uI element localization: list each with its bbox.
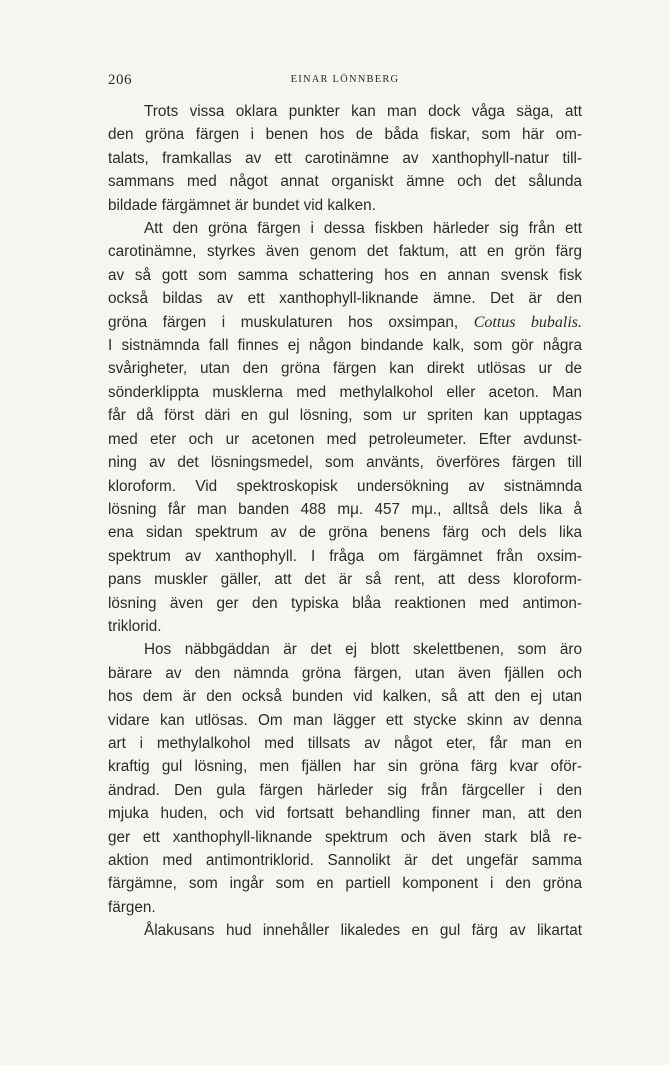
text-line: sammans med något annat organiskt ämne och det sålunda <box>108 173 582 191</box>
paragraph <box>108 100 582 217</box>
text-line: Att den gröna färgen i dessa fiskben härleder sig från ett <box>144 220 582 238</box>
text-line: färgämne, som ingår som en partiell komponent i den gröna <box>108 875 582 893</box>
text-line: pans muskler gäller, att det är så rent, att dess kloroform- <box>108 571 582 589</box>
text-line: också bildas av ett xanthophyll-liknande ämne. Det är den <box>108 290 582 308</box>
text-line: kloroform. Vid spektroskopisk undersökning av sistnämnda <box>108 477 582 495</box>
text-line: aktion med antimontriklorid. Sannolikt är det ungefär samma <box>108 852 582 869</box>
text-line: sönderklippta musklerna med methylalkohol eller aceton. Man <box>108 383 582 401</box>
text-line: med eter och ur acetonen med petroleumeter. Efter avdunst- <box>108 430 582 448</box>
text-line: lösning får man banden 488 mμ. 457 mμ., alltså dels lika å <box>108 500 582 518</box>
text-fragment: gröna färgen i muskulaturen hos oxsimpan, <box>108 313 474 331</box>
text-line: hos dem är den också bunden vid kalken, så att den ej utan <box>108 688 582 706</box>
text-line: talats, framkallas av ett carotinämne av xanthophyll-natur till- <box>108 149 582 167</box>
body-text <box>108 100 582 943</box>
text-line: ena sidan spektrum av de gröna benens färg och dels lika <box>108 524 582 542</box>
text-line: ning av det lösningsmedel, som använts, överföres färgen till <box>108 454 582 472</box>
text-line: den gröna färgen i benen hos de båda fiskar, som här om- <box>108 126 582 144</box>
text-line: Hos näbbgäddan är det ej blott skelettbenen, som äro <box>144 641 582 659</box>
text-line: får då först däri en gul lösning, som ur spriten kan upptagas <box>108 407 582 425</box>
text-line: lösning även ger den typiska blåa reaktionen med antimon- <box>108 594 582 612</box>
text-line: mjuka huden, och vid fortsatt behandling finner man, att den <box>108 805 582 823</box>
text-line: spektrum av xanthophyll. I fråga om färgämnet från oxsim- <box>108 547 582 565</box>
text-line-with-species <box>108 311 582 334</box>
page-header <box>108 72 582 96</box>
text-line: kraftig gul lösning, men fjällen har sin gröna färg kvar oför- <box>108 758 582 776</box>
species-name: Cottus bubalis. <box>473 313 582 331</box>
text-line: carotinämne, styrkes även genom det faktum, att en grön färg <box>108 243 582 261</box>
paragraph <box>108 919 582 942</box>
text-line: ger ett xanthophyll-liknande spektrum och även stark blå re- <box>108 828 582 846</box>
text-line: av så gott som samma schattering hos en annan svensk fisk <box>108 266 582 284</box>
page-number: 206 <box>108 72 132 88</box>
paragraph <box>108 638 582 919</box>
text-line: bärare av den nämnda gröna färgen, utan även fjällen och <box>108 664 582 682</box>
running-head: EINAR LÖNNBERG <box>290 74 400 85</box>
text-line: vidare kan utlösas. Om man lägger ett stycke skinn av denna <box>108 711 582 729</box>
text-line: triklorid. <box>108 617 162 635</box>
text-line: färgen. <box>108 898 156 916</box>
text-line: ändrad. Den gula färgen härleder sig från färgceller i den <box>108 781 582 799</box>
text-line: Ålakusans hud innehåller likaledes en gul färg av likartat <box>144 922 582 940</box>
text-line: art i methylalkohol med tillsats av något eter, får man en <box>108 734 582 752</box>
text-line: svårigheter, utan den gröna färgen kan direkt utlösas ur de <box>108 360 582 378</box>
text-line: I sistnämnda fall finnes ej någon bindande kalk, som gör några <box>108 337 582 355</box>
text-line: Trots vissa oklara punkter kan man dock våga säga, att <box>144 103 582 120</box>
paragraph <box>108 217 582 638</box>
text-line: bildade färgämnet är bundet vid kalken. <box>108 196 376 214</box>
